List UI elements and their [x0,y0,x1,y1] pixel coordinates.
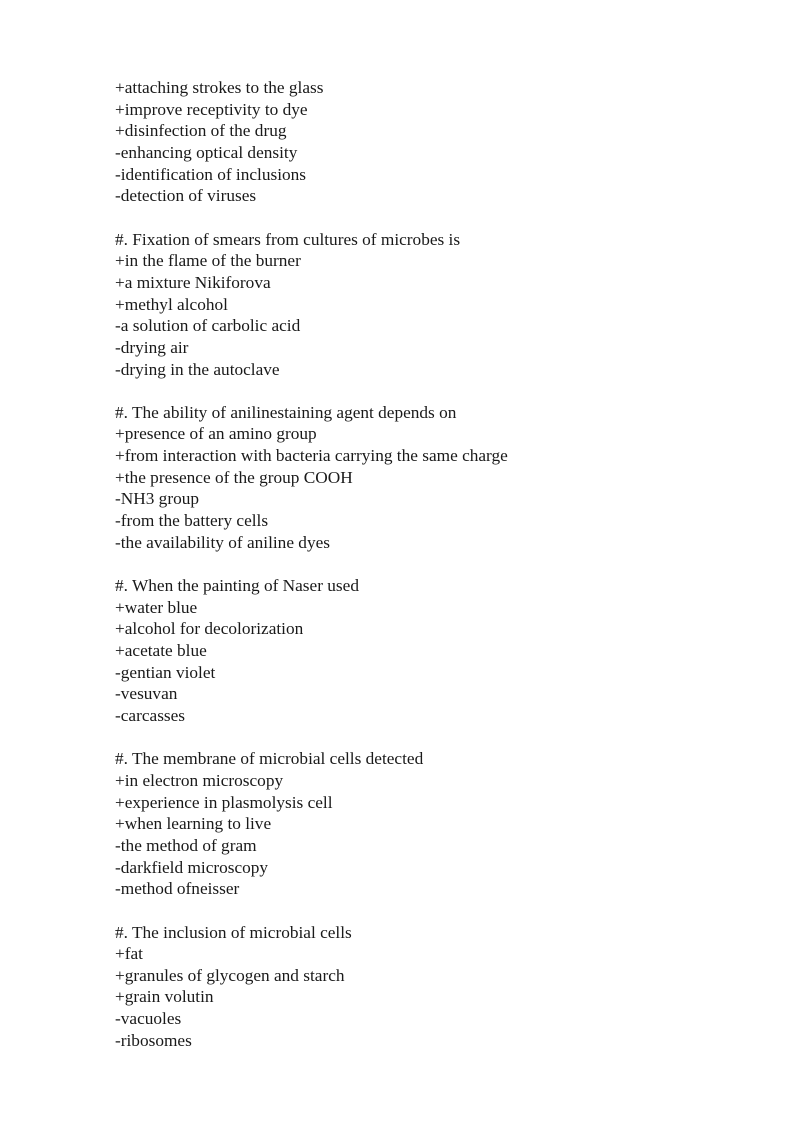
question-block [115,402,755,554]
answer-option: -from the battery cells [115,511,269,531]
answer-option: -drying in the autoclave [115,359,280,379]
answer-option: +acetate blue [115,641,207,661]
document-page [115,77,755,1073]
answer-option: -a solution of carbolic acid [115,316,301,336]
question-text: #. The ability of anilinestaining agent depends on [115,402,457,422]
answer-option: +a mixture Nikiforova [115,272,271,292]
answer-option: +improve receptivity to dye [115,99,308,119]
question-block [115,575,755,727]
answer-option: -vacuoles [115,1009,182,1029]
question-block [115,77,755,207]
answer-option: +from interaction with bacteria carrying the same charge [115,446,508,466]
question-block [115,922,755,1052]
answer-option: -darkfield microscopy [115,857,269,877]
answer-option: -vesuvan [115,684,178,704]
question-text: #. The membrane of microbial cells detected [115,749,424,769]
question-text: #. When the painting of Naser used [115,576,359,596]
answer-option: -ribosomes [115,1030,192,1050]
answer-option: +the presence of the group COOH [115,467,353,487]
question-block [115,229,755,381]
answer-option: -enhancing optical density [115,142,298,162]
answer-option: -identification of inclusions [115,164,307,184]
answer-option: -the method of gram [115,835,257,855]
answer-option: +when learning to live [115,814,272,834]
answer-option: -carcasses [115,705,186,725]
answer-option: -method ofneisser [115,879,240,899]
answer-option: +fat [115,944,143,964]
answer-option: +methyl alcohol [115,294,228,314]
answer-option: +disinfection of the drug [115,121,287,141]
answer-option: +alcohol for decolorization [115,619,304,639]
question-text: #. Fixation of smears from cultures of microbes is [115,229,461,249]
answer-option: +in the flame of the burner [115,251,301,271]
answer-option: +grain volutin [115,987,214,1007]
answer-option: -drying air [115,337,189,357]
question-text: #. The inclusion of microbial cells [115,922,352,942]
answer-option: +granules of glycogen and starch [115,965,345,985]
answer-option: -NH3 group [115,489,199,509]
question-block [115,748,755,900]
answer-option: +attaching strokes to the glass [115,78,324,97]
answer-option: +presence of an amino group [115,424,317,444]
answer-option: +experience in plasmolysis cell [115,792,333,812]
answer-option: -the availability of aniline dyes [115,532,330,552]
answer-option: +in electron microscopy [115,770,284,790]
answer-option: +water blue [115,597,198,617]
answer-option: -detection of viruses [115,186,257,206]
answer-option: -gentian violet [115,662,216,682]
